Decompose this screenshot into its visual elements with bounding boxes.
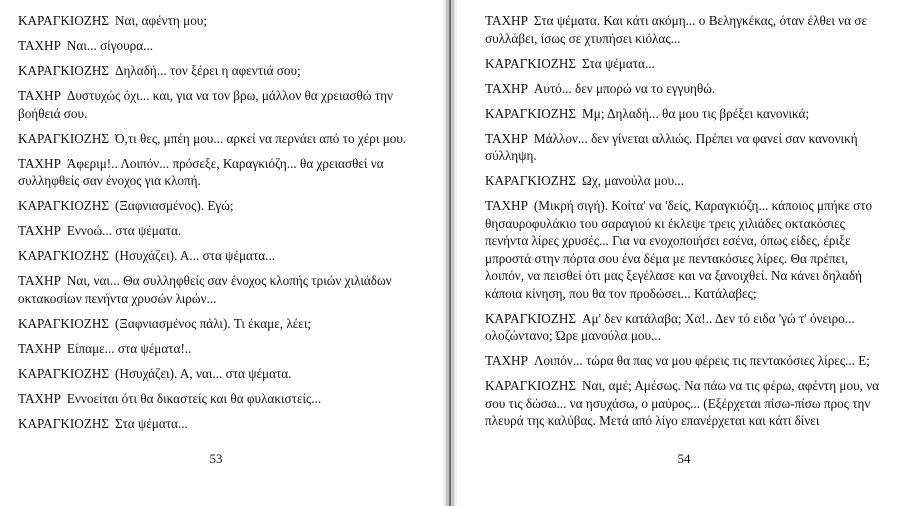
speaker-name: ΤΑΧΗΡ [18,38,61,53]
speaker-name: ΚΑΡΑΓΚΙΟΖΗΣ [485,55,577,71]
speaker-name: ΤΑΧΗΡ [18,390,61,406]
dialogue-text: Εννοώ... στα ψέματα. [66,223,182,238]
dialogue-text: Δυστυχώς όχι... και, για να τον βρω, μάλλον θα χρειασθώ την βοήθειά σου. [18,88,393,121]
speaker-name: ΚΑΡΑΓΚΙΟΖΗΣ [485,310,577,326]
dialogue-line [485,172,889,190]
dialogue-line [485,12,889,47]
dialogue-line [485,310,889,345]
dialogue-line [18,415,421,433]
page-gutter-divider [443,0,457,506]
page-number: 54 [677,451,691,466]
speaker-name: ΤΑΧΗΡ [18,88,61,103]
page-right [457,0,901,506]
dialogue-line [18,247,421,265]
dialogue-line [485,130,889,165]
dialogue-line [485,377,889,430]
page-content [18,12,421,440]
dialogue-text: Άφεριμ!.. Λοιπόν... πρόσεξε, Καραγκιόζη... θα χρειασθεί να συλληφθείς σαν ένοχος για κλοπή. [18,155,384,188]
dialogue-text: Εννοείται ότι θα δικαστείς και θα φυλακιστείς... [66,390,322,406]
dialogue-line [18,87,421,122]
dialogue-text: Ωχ, μανούλα μου... [582,173,685,188]
speaker-name: ΚΑΡΑΓΚΙΟΖΗΣ [18,248,110,263]
dialogue-text: Στα ψέματα. Και κάτι ακόμη... ο Βεληγκέκας, όταν έλθει να σε συλλάβει, ίσως σε χτυπήσει κιόλας... [485,13,867,46]
dialogue-text: Ναι, ναι... Θα συλληφθείς σαν ένοχος κλοπής τριών χιλιάδων οκτακοσίων πενήντα χρυσών λιρών... [18,273,392,306]
page-left [0,0,443,506]
speaker-name: ΚΑΡΑΓΚΙΟΖΗΣ [485,173,577,188]
dialogue-line [485,80,889,98]
dialogue-line [18,12,421,30]
dialogue-text: Λοιπόν... τώρα θα πας να μου φέρεις τις πεντακόσιες λίρες... Ε; [533,353,870,368]
dialogue-text: Δηλαδή... τον ξέρει η αφεντιά σου; [115,63,301,78]
dialogue-line [485,197,889,302]
speaker-name: ΤΑΧΗΡ [18,155,61,171]
speaker-name: ΤΑΧΗΡ [485,80,528,96]
dialogue-text: Ό,τι θες, μπέη μου... αρκεί να περνάει από το χέρι μου. [115,130,407,146]
dialogue-line [485,105,889,123]
dialogue-text: Στα ψέματα... [582,55,655,71]
page-content [485,12,889,437]
dialogue-line [18,155,421,190]
speaker-name: ΤΑΧΗΡ [18,273,61,288]
speaker-name: ΤΑΧΗΡ [485,130,528,146]
dialogue-text: (Ησυχάζει). Α, ναι... στα ψέματα. [115,365,292,381]
dialogue-line [18,62,421,80]
dialogue-line [18,130,421,148]
speaker-name: ΚΑΡΑΓΚΙΟΖΗΣ [18,365,110,381]
speaker-name: ΤΑΧΗΡ [485,353,528,368]
speaker-name: ΤΑΧΗΡ [18,340,61,356]
speaker-name: ΚΑΡΑΓΚΙΟΖΗΣ [18,315,110,331]
dialogue-text: (Ησυχάζει). Α... στα ψέματα... [115,248,276,263]
speaker-name: ΚΑΡΑΓΚΙΟΖΗΣ [18,13,110,28]
dialogue-line [18,197,421,215]
speaker-name: ΚΑΡΑΓΚΙΟΖΗΣ [485,105,577,121]
dialogue-text: Ναι, αφέντη μου; [115,13,207,28]
dialogue-text: (Ξαφνιασμένος). Εγώ; [115,198,234,213]
speaker-name: ΚΑΡΑΓΚΙΟΖΗΣ [18,130,110,146]
dialogue-line [18,37,421,55]
dialogue-text: Ναι, αμέ; Αμέσως. Να πάω να τις φέρω, αφέντη μου, να σου τις δώσω... να ησυχάσω, ο μαύρος... (Εξέρχεται πίσω-πίσω προς την πλευρά της καλύβας. Μετά από λίγο επανέρχεται και κάτι δίνει [485,378,880,428]
dialogue-text: Στα ψέματα... [115,415,188,431]
dialogue-line [18,315,421,333]
dialogue-line [485,352,889,370]
dialogue-text: Είπαμε... στα ψέματα!.. [66,340,192,356]
dialogue-line [485,55,889,73]
dialogue-line [18,390,421,408]
dialogue-text: Ναι... σίγουρα... [66,38,154,53]
speaker-name: ΤΑΧΗΡ [18,223,61,238]
speaker-name: ΚΑΡΑΓΚΙΟΖΗΣ [18,415,110,431]
dialogue-text: Αυτό... δεν μπορώ να το εγγυηθώ. [533,80,716,96]
dialogue-text: Μάλλον... δεν γίνεται αλλιώς. Πρέπει να φανεί σαν κανονική σύλληψη. [485,130,858,163]
page-number: 53 [209,451,223,466]
dialogue-text: (Ξαφνιασμένος πάλι). Τι έκαμε, λέει; [115,315,312,331]
dialogue-line [18,340,421,358]
speaker-name: ΚΑΡΑΓΚΙΟΖΗΣ [18,198,110,213]
speaker-name: ΚΑΡΑΓΚΙΟΖΗΣ [18,63,110,78]
speaker-name: ΚΑΡΑΓΚΙΟΖΗΣ [485,378,577,393]
dialogue-text: (Μικρή σιγή). Κοίτα' να 'δείς, Καραγκιόζη... κάποιος μπήκε στο θησαυροφυλάκιο του σαραγιού κι έκλεψε τρεις χιλιάδες οκτακόσιες πενήντα λίρες χρυσές... Για να ενοχοποιήσει εσένα, όπως είδες, έριξε μπροστά στην πόρτα σου ένα δέμα με πεντακόσιες λίρες. Θα πρέπει, λοιπόν, να πεισθεί ότι μας ξεγέλασε και να ξανοιχθεί. Να κάνει δηλαδή κάποια κίνηση, που θα τον προδώσει... Κατάλαβες; [485,198,873,301]
dialogue-text: Μμ; Δηλαδή... θα μου τις βρέξει κανονικά; [582,105,810,121]
dialogue-line [18,365,421,383]
dialogue-line [18,272,421,307]
speaker-name: ΤΑΧΗΡ [485,198,528,213]
speaker-name: ΤΑΧΗΡ [485,13,528,28]
dialogue-text: Αμ' δεν κατάλαβα; Χα!.. Δεν τό ειδα 'γώ τ' όνειρο... ολοζώντανο; Ώρε μανούλα μου... [485,310,855,343]
dialogue-line [18,222,421,240]
